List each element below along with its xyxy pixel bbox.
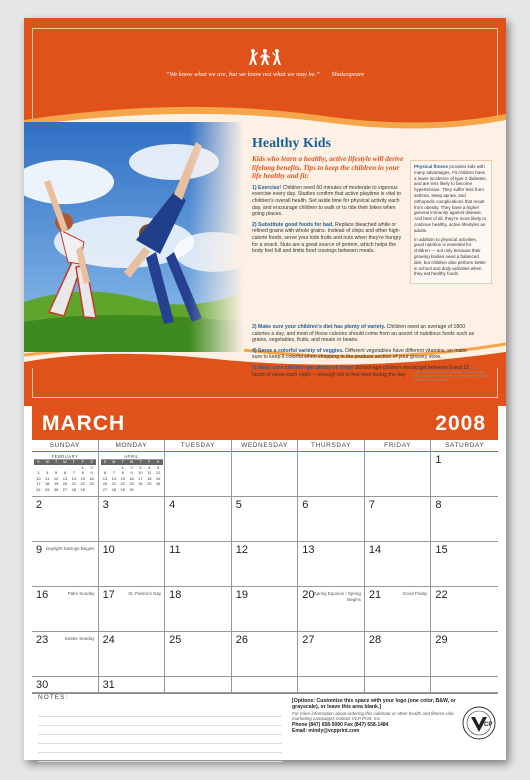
day-number: 17 xyxy=(102,589,115,601)
fitness-sidebar xyxy=(410,160,492,284)
mini-day: 17 xyxy=(36,481,41,487)
holiday-label: Easter Sunday xyxy=(65,636,95,641)
day-cell xyxy=(431,497,498,542)
mini-day: 10 xyxy=(36,475,41,481)
mini-weekday: W xyxy=(129,460,134,464)
notes-area xyxy=(38,708,282,762)
mini-day: 18 xyxy=(45,481,50,487)
day-cell xyxy=(232,542,299,587)
mini-day: 9 xyxy=(90,470,93,476)
day-number: 2 xyxy=(36,499,43,511)
weekday-label: SUNDAY xyxy=(32,440,99,452)
mini-day: 17 xyxy=(138,475,143,481)
mini-day: 23 xyxy=(89,481,94,487)
mini-day: 12 xyxy=(155,470,161,476)
day-number: 14 xyxy=(368,544,382,556)
mini-day: 13 xyxy=(102,475,108,481)
weekday-label: SATURDAY xyxy=(445,442,485,449)
day-number: 7 xyxy=(368,499,375,511)
tip-1-text: Children need 60 minutes of moderate to vigorous exercise every day. Studies confirm that active playtime is vital to children's overall health. Set aside time for physical activity each day, and encourage children to walk or to ride their bikes when going places. xyxy=(252,184,401,218)
mini-day: 15 xyxy=(120,475,125,481)
day-cell xyxy=(365,587,432,632)
mini-calendar-february xyxy=(34,454,96,492)
seal-text: VCP xyxy=(480,722,493,728)
article-intro: Kids who learn a healthy, active lifestyle will derive lifelong benefits. Tips to keep the children in your life healthy and fit: xyxy=(252,155,404,181)
notes-line xyxy=(38,708,282,717)
holiday-label: Daylight Savings Begins xyxy=(46,546,95,551)
article-content xyxy=(252,136,404,255)
mini-day: 25 xyxy=(45,486,50,492)
mini-day: 11 xyxy=(45,475,50,481)
day-grid xyxy=(32,452,498,694)
day-number: 28 xyxy=(368,634,382,646)
mini-weekday: F xyxy=(148,460,151,464)
day-number: 21 xyxy=(368,589,382,601)
fitness-figures-icon xyxy=(248,48,282,68)
tip-2-lead: 2) Substitute good foods for bad. xyxy=(252,221,334,228)
day-cell xyxy=(32,632,99,677)
day-cell xyxy=(99,452,166,497)
day-number: 3 xyxy=(102,499,109,511)
day-number: 11 xyxy=(169,544,181,556)
notes-line xyxy=(38,717,282,726)
mini-weekday: M xyxy=(112,460,116,464)
day-cell xyxy=(298,542,365,587)
calendar-page xyxy=(24,18,506,760)
mini-day: 5 xyxy=(157,465,160,470)
day-cell xyxy=(298,677,365,693)
mini-day: 24 xyxy=(138,481,143,487)
ad-heading: [Options: Customize this space with your logo (one color, B&W, or grayscale), or leave this area blank.] xyxy=(292,698,456,711)
day-number: 8 xyxy=(435,499,442,511)
weekday-label: THURSDAY xyxy=(298,440,365,452)
mini-day: 4 xyxy=(148,465,151,470)
sidebar-paragraph-1 xyxy=(414,164,488,234)
sidebar-lead: Physical fitness xyxy=(414,164,449,169)
weekday-label: WEDNESDAY xyxy=(232,440,299,452)
day-number: 29 xyxy=(435,634,448,646)
day-cell xyxy=(99,587,166,632)
tip-4 xyxy=(252,348,478,361)
day-number: 1 xyxy=(435,454,442,466)
mini-calendar-days xyxy=(34,465,96,492)
notes-line xyxy=(38,735,282,744)
mini-day: 14 xyxy=(111,475,117,481)
mini-day: 15 xyxy=(80,475,85,481)
mini-weekday: T xyxy=(72,460,75,464)
day-number: 23 xyxy=(36,634,49,646)
day-cell xyxy=(431,452,498,497)
notes-line xyxy=(38,753,282,762)
header-quote xyxy=(24,71,506,78)
article-title: Healthy Kids xyxy=(252,136,331,151)
mini-day: 29 xyxy=(80,486,85,492)
day-number: 16 xyxy=(36,589,49,601)
mini-day: 1 xyxy=(121,465,124,470)
day-number: 18 xyxy=(169,589,182,601)
mini-day: 21 xyxy=(111,481,117,487)
quote-author: Shakespeare xyxy=(331,71,365,78)
mini-weekday: S xyxy=(156,460,160,464)
mini-day: 22 xyxy=(120,481,125,487)
day-number: 10 xyxy=(102,544,115,556)
sidebar-paragraph-2: In addition to physical activities, good nutrition is essential for children — not only because their growing bodies need a balanced diet, but children also perform better in school and daily activities when they eat healthy foods. xyxy=(414,236,487,277)
day-number: 25 xyxy=(169,634,182,646)
vcp-seal-logo xyxy=(462,706,496,740)
mini-day: 11 xyxy=(147,470,152,476)
day-cell xyxy=(99,632,166,677)
day-cell xyxy=(32,542,99,587)
mini-day: 21 xyxy=(71,481,77,487)
day-cell xyxy=(365,677,432,693)
day-cell xyxy=(365,542,432,587)
mini-day: 6 xyxy=(63,470,67,476)
day-cell xyxy=(165,497,232,542)
mini-weekday: F xyxy=(81,460,84,464)
day-cell xyxy=(431,632,498,677)
tip-4-text: Different vegetables have different vitamins, so make sure to keep it colorful when shopping in the produce section of your grocery store. xyxy=(252,347,467,361)
kids-exercising-photo xyxy=(24,122,244,352)
tip-3-text: Children need an average of 1800 calories a day, and most of those calories should come from an assort of nutritious foods such as grains, vegetables, fruits, and meats or beans. xyxy=(252,324,475,344)
day-cell xyxy=(165,677,232,693)
day-cell xyxy=(365,632,432,677)
mini-weekday: M xyxy=(45,460,49,464)
day-cell xyxy=(32,587,99,632)
day-cell xyxy=(99,542,166,587)
tip-1 xyxy=(252,185,404,218)
day-number: 13 xyxy=(302,544,315,556)
day-number: 15 xyxy=(435,544,448,556)
day-number: 6 xyxy=(302,499,309,511)
day-cell xyxy=(165,587,232,632)
day-cell xyxy=(232,587,299,632)
mini-day: 26 xyxy=(53,486,59,492)
day-cell xyxy=(298,632,365,677)
day-cell xyxy=(232,632,299,677)
weekday-header xyxy=(32,440,498,452)
mini-weekday: T xyxy=(55,460,58,464)
day-cell xyxy=(298,497,365,542)
day-cell xyxy=(298,452,365,497)
holiday-label: Spring Equinox / Spring Begins xyxy=(313,591,361,602)
mini-weekday: T xyxy=(121,460,124,464)
day-cell xyxy=(232,497,299,542)
notes-line xyxy=(38,744,282,753)
mini-calendar-title: APRIL xyxy=(101,454,163,460)
tip-4-lead: 4) Serve a colorful variety of veggies. xyxy=(252,347,344,354)
mini-day: 10 xyxy=(138,470,143,476)
day-cell xyxy=(232,677,299,693)
day-cell xyxy=(165,452,232,497)
tip-5-lead: 5) Make sure children get plenty of sleep! xyxy=(252,364,354,371)
mini-day: 9 xyxy=(130,470,133,476)
day-number: 9 xyxy=(36,544,43,556)
mini-weekday: S xyxy=(37,460,40,464)
tip-2-text: Replace bleached white or refined grains with whole grains. Instead of chips and other high-calorie foods, serve your kids fruits and nuts when they're hungry for a snack. Nuts are a great source of protein, which helps the body feel full and limits food cravings between meals. xyxy=(252,221,402,255)
day-number: 30 xyxy=(36,679,49,691)
ad-email: Email: mindy@vcpprint.com xyxy=(292,728,360,735)
mini-weekday: W xyxy=(63,460,67,464)
month-name: MARCH xyxy=(42,412,126,435)
tip-2 xyxy=(252,222,404,255)
day-number: 12 xyxy=(235,544,248,556)
mini-day xyxy=(154,487,163,492)
mini-calendar-april xyxy=(101,454,163,492)
mini-day: 8 xyxy=(81,470,84,476)
mini-day xyxy=(136,487,145,492)
tip-5-text: School-age children should get between 9 and 12 hours of sleep each night — enough not to feel tired during the day. xyxy=(252,364,470,378)
day-number: 5 xyxy=(235,499,242,511)
mini-day: 27 xyxy=(62,486,68,492)
mini-day: 16 xyxy=(129,475,134,481)
mini-day: 7 xyxy=(72,470,75,476)
holiday-label: St. Patrick's Day xyxy=(128,591,162,596)
weekday-label: MONDAY xyxy=(99,440,166,452)
mini-day: 23 xyxy=(129,481,134,487)
day-cell xyxy=(232,452,299,497)
mini-day: 13 xyxy=(62,475,68,481)
day-number: 31 xyxy=(102,679,115,691)
mini-day: 3 xyxy=(37,470,40,476)
day-cell xyxy=(431,542,498,587)
mini-day: 30 xyxy=(129,486,134,492)
mini-day: 8 xyxy=(121,470,124,476)
notes-line xyxy=(38,726,282,735)
mini-day: 16 xyxy=(89,475,94,481)
mini-day: 22 xyxy=(80,481,85,487)
day-number: 19 xyxy=(235,589,248,601)
day-cell xyxy=(165,632,232,677)
mini-day: 28 xyxy=(111,486,117,492)
mini-day: 29 xyxy=(120,486,125,492)
mini-day xyxy=(145,487,154,492)
day-number: 20 xyxy=(302,589,315,601)
day-cell xyxy=(431,677,498,693)
mini-day: 19 xyxy=(155,475,161,481)
calendar-grid xyxy=(32,440,498,694)
mini-day: 5 xyxy=(55,470,58,476)
day-cell xyxy=(32,452,99,497)
tip-3 xyxy=(252,324,478,344)
day-cell xyxy=(431,587,498,632)
article-footnote: Important Notice: For informational purposes only. Information in this calendar is not intended to replace the advice of a physician. xyxy=(414,370,489,382)
mini-day: 18 xyxy=(147,475,152,481)
day-cell xyxy=(365,497,432,542)
day-number: 4 xyxy=(169,499,176,511)
advertiser-box xyxy=(292,698,458,735)
mini-day: 20 xyxy=(102,481,108,487)
month-bar xyxy=(32,404,498,440)
day-cell xyxy=(99,677,166,693)
mini-day: 24 xyxy=(36,486,41,492)
ad-phone: Phone (847) 658-5090 Fax (847) 658-1484 xyxy=(292,721,389,728)
mini-day: 6 xyxy=(103,470,107,476)
holiday-label: Good Friday xyxy=(402,591,428,596)
mini-day: 12 xyxy=(53,475,59,481)
day-number: 27 xyxy=(302,634,315,646)
day-number: 26 xyxy=(235,634,248,646)
tip-1-lead: 1) Exercise! xyxy=(252,184,282,191)
weekday-label: TUESDAY xyxy=(165,440,232,452)
sidebar-text-1: provides kids with many advantages. Fit children have a lower incidence of type 2 diabetes, and are less likely to become hypertensive. They suffer less from asthma, sleep apnea, and orthopedic complications that result from obesity. They have a higher general immunity against disease. And best of all, they're more likely to continue healthy, active lifestyles as adults. xyxy=(414,164,487,233)
mini-calendar-days xyxy=(101,465,163,492)
mini-weekday: T xyxy=(139,460,142,464)
mini-day: 20 xyxy=(62,481,68,487)
mini-day: 2 xyxy=(90,465,93,470)
day-number: 24 xyxy=(102,634,115,646)
day-number: 22 xyxy=(435,589,448,601)
mini-day: 1 xyxy=(81,465,84,470)
mini-day: 26 xyxy=(155,481,161,487)
mini-day: 7 xyxy=(112,470,115,476)
year: 2008 xyxy=(435,412,486,435)
holiday-label: Palm Sunday xyxy=(67,591,95,596)
tip-3-lead: 3) Make sure your children's diet has plenty of variety. xyxy=(252,324,386,330)
weekday-label: FRIDAY xyxy=(365,440,432,452)
day-cell xyxy=(32,497,99,542)
mini-day: 4 xyxy=(46,470,49,476)
mini-calendar-title: FEBRUARY xyxy=(34,454,96,460)
mini-day: 3 xyxy=(139,465,142,470)
mini-weekday: S xyxy=(103,460,107,464)
mini-day: 27 xyxy=(102,486,108,492)
mini-weekday: S xyxy=(90,460,93,464)
day-cell xyxy=(99,497,166,542)
day-cell xyxy=(298,587,365,632)
day-cell xyxy=(165,542,232,587)
mini-day xyxy=(87,487,96,492)
ad-subtext: For more information about ordering this calendar or other health and fitness club marketing campaigns contact VCP Print, Inc. xyxy=(292,710,454,722)
day-cell xyxy=(32,677,99,693)
notes-label: NOTES: xyxy=(38,694,69,701)
mini-day: 19 xyxy=(53,481,59,487)
quote-text: “We know what we are, but we know not what we may be.” xyxy=(165,71,320,78)
mini-day: 28 xyxy=(71,486,77,492)
day-cell xyxy=(365,452,432,497)
mini-day: 2 xyxy=(130,465,133,470)
mini-day: 25 xyxy=(147,481,152,487)
mini-day: 14 xyxy=(71,475,77,481)
